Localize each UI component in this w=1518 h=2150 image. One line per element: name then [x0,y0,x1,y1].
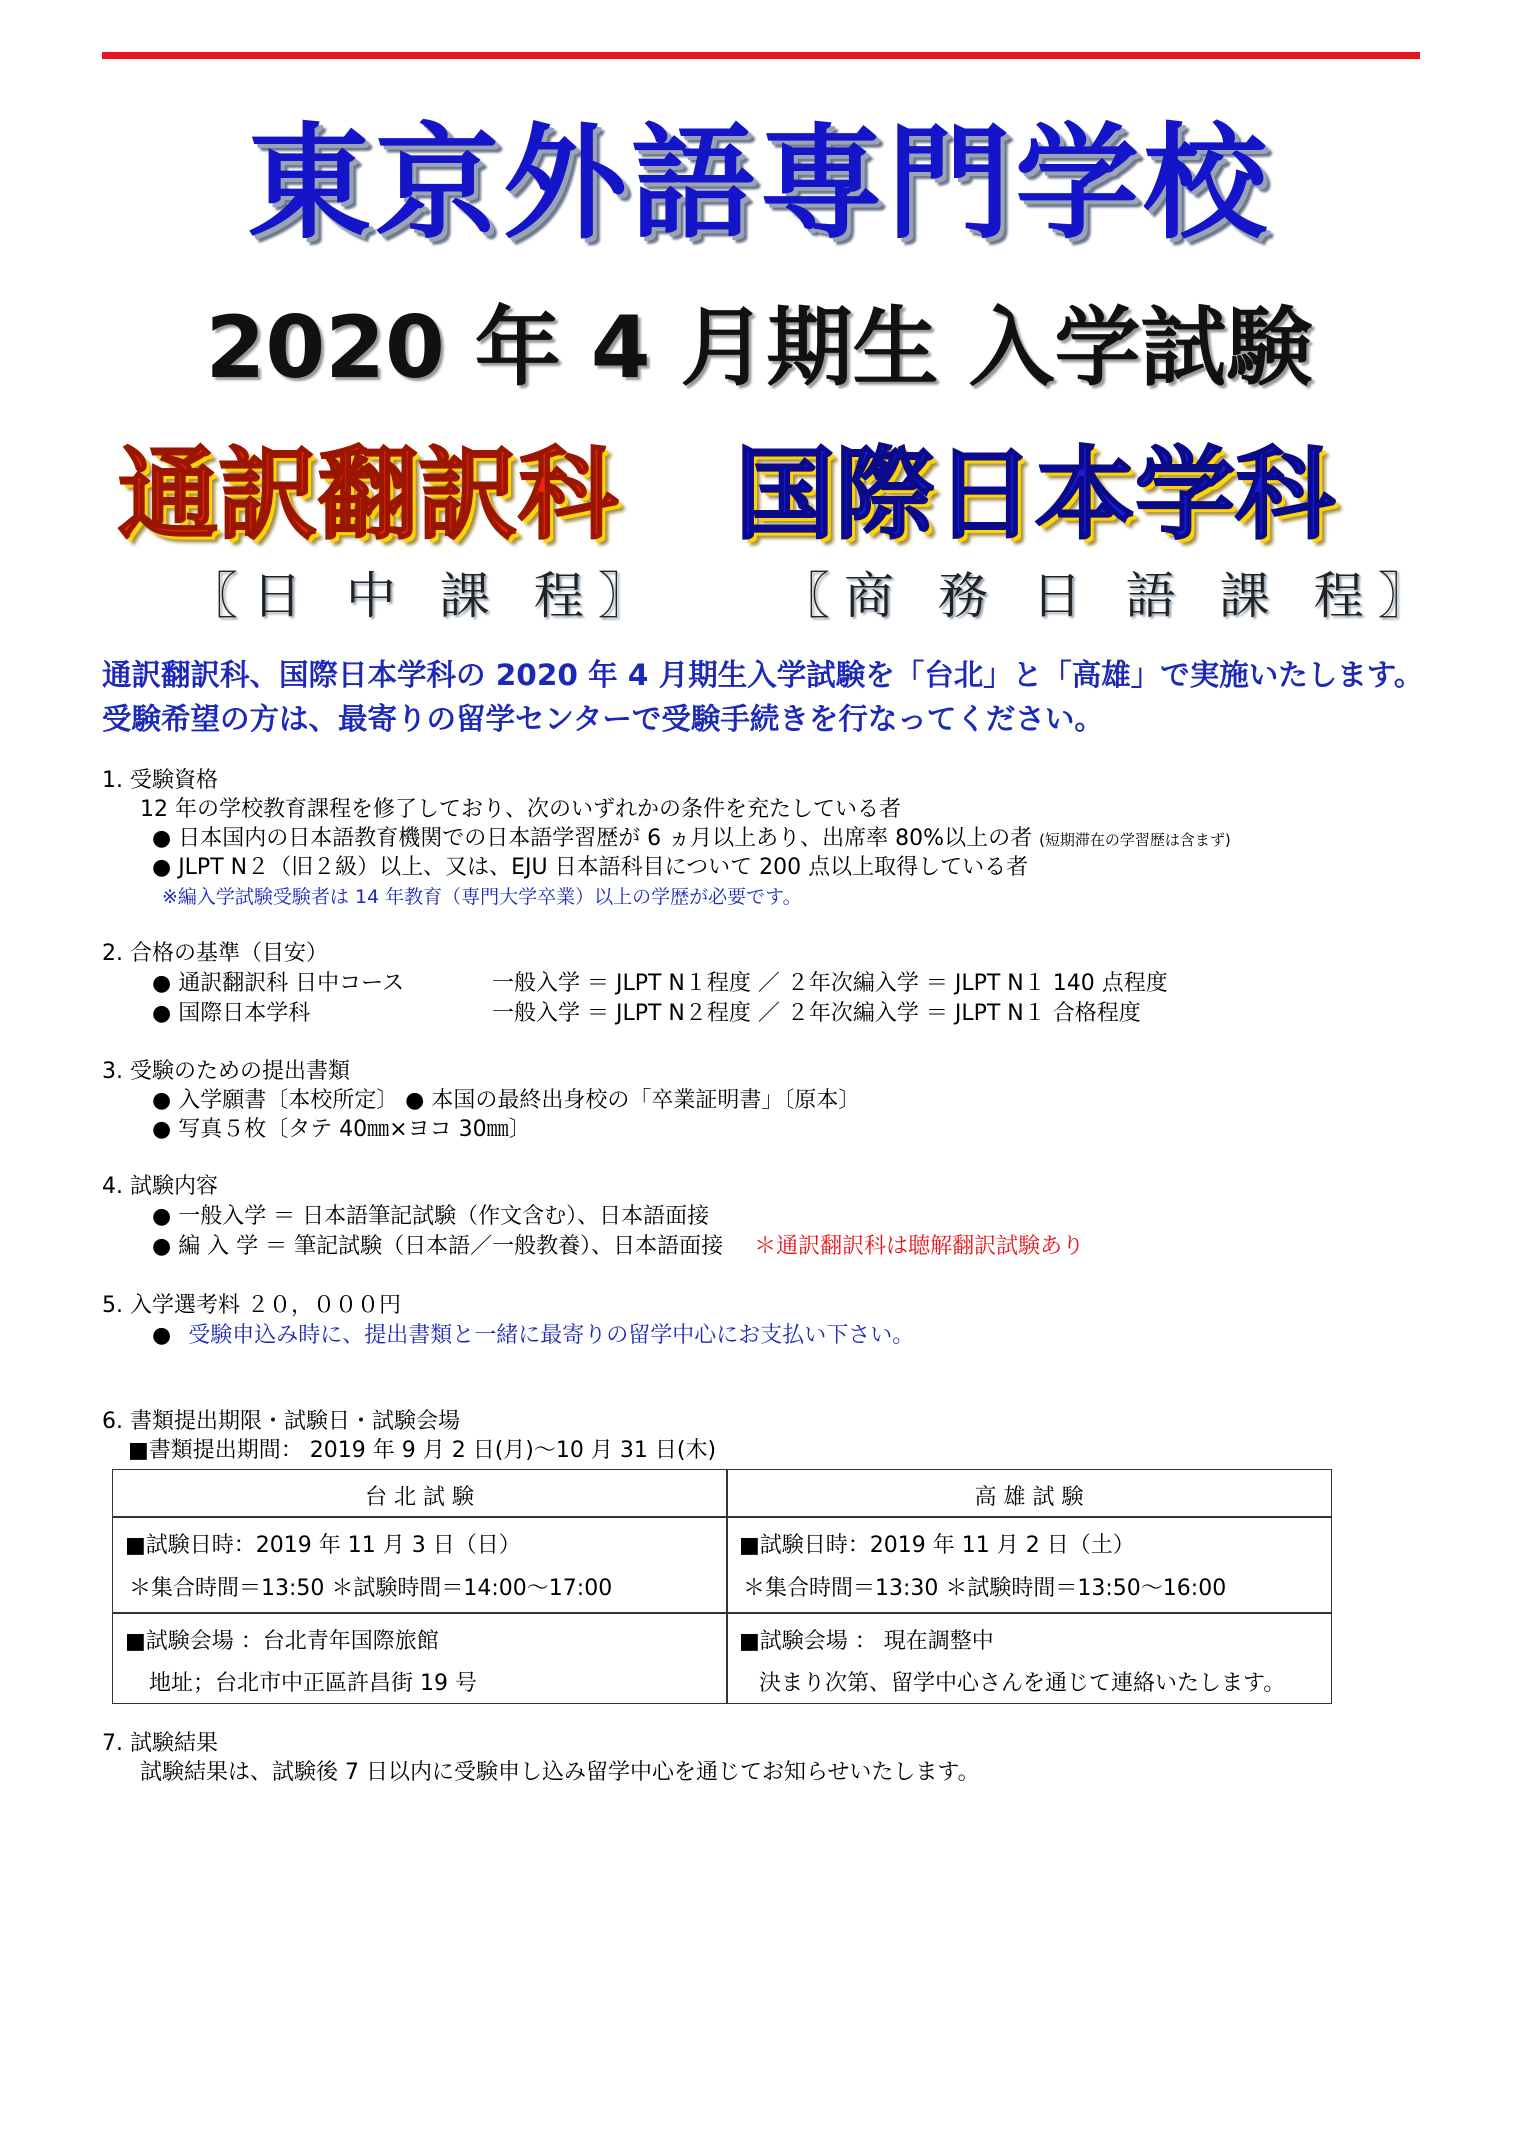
department-interpretation-translation: 通訳翻訳科 [118,436,618,553]
section-4-item-2-note: ＊通訳翻訳科は聴解翻訳試験あり [754,1234,1085,1259]
kaohsiung-exam-address: 決まり次第、留学中心さんを通じて連絡いたします。 [759,1671,1286,1696]
section-2-row-2-name: ● 国際日本学科 [152,1001,311,1026]
taipei-exam-address: 地址；台北市中正區許昌街 19 号 [149,1671,477,1696]
kaohsiung-exam-time: ＊集合時間＝13:30 ＊試験時間＝13:50～16:00 [743,1576,1227,1601]
section-1-note: ※編入学試験受験者は 14 年教育（専門大学卒業）以上の学歴が必要です。 [162,886,802,908]
section-1-bullet-1 [152,825,1231,854]
section-5-heading: 5. 入学選考料 ２０，０００円 [102,1293,401,1318]
taipei-exam-venue: ■試験会場 ：台北青年国際旅館 [125,1629,439,1654]
kaohsiung-exam-date: ■試験日時：2019 年 11 月 2 日（土） [739,1533,1135,1558]
section-6-heading: 6. 書類提出期限・試験日・試験会場 [102,1409,460,1434]
section-5-item-1-text: 受験申込み時に、提出書類と一緒に最寄りの留学中心にお支払い下さい。 [188,1323,915,1348]
section-4-item-1: ● 一般入学 ＝ 日本語筆記試験（作文含む）、日本語面接 [152,1204,710,1229]
section-4-item-2-text: ● 編 入 学 ＝ 筆記試験（日本語／一般教養）、日本語面接 [152,1234,724,1259]
course-business-japanese: 〖商 務 日 語 課 程〗 [780,567,1442,625]
taipei-exam-time: ＊集合時間＝13:50 ＊試験時間＝14:00～17:00 [129,1576,613,1601]
top-red-rule [102,52,1420,59]
section-2-row-2-criteria: 一般入学 ＝ JLPT N２程度 ／ ２年次編入学 ＝ JLPT N１ 合格程度 [492,1001,1141,1026]
section-3-heading: 3. 受験のための提出書類 [102,1059,350,1084]
table-header-kaohsiung: 高 雄 試 験 [974,1485,1084,1510]
table-header-divider [113,1516,1331,1518]
bullet-1-text: ● 日本国内の日本語教育機関での日本語学習歴が 6 ヵ月以上あり、出席率 80%以上の者 [152,826,1033,851]
exam-title: 2020 年 4 月期生 入学試験 [205,298,1313,398]
section-1-bullet-2: ● JLPT N２（旧２級）以上、又は、EJU 日本語科目について 200 点以上取得している者 [152,855,1029,880]
section-4-item-2 [152,1233,1084,1261]
section-1-body: 12 年の学校教育課程を修了しており、次のいずれかの条件を充たしている者 [140,797,901,822]
section-7-body: 試験結果は、試験後 7 日以内に受験申し込み留学中心を通じてお知らせいたします。 [140,1760,980,1785]
exam-schedule-table [112,1469,1332,1704]
intro-line-1: 通訳翻訳科、国際日本学科の 2020 年 4 月期生入学試験を「台北」と「高雄」で実施いたします。 [102,658,1424,692]
section-2-row-1-name: ● 通訳翻訳科 日中コース [152,971,405,996]
department-international-japanese: 国際日本学科 [735,436,1335,553]
section-1-heading: 1. 受験資格 [102,768,218,793]
table-row-divider [113,1612,1331,1614]
section-6-period: ■書類提出期間： 2019 年 9 月 2 日(月)～10 月 31 日(木) [128,1438,717,1463]
kaohsiung-exam-venue: ■試験会場 ： 現在調整中 [739,1629,994,1654]
bullet-icon: ● [152,1323,172,1348]
section-5-item-1 [152,1322,914,1350]
intro-line-2: 受験希望の方は、最寄りの留学センターで受験手続きを行なってください。 [102,702,1104,736]
section-2-heading: 2. 合格の基準（目安） [102,941,328,966]
section-4-heading: 4. 試験内容 [102,1174,218,1199]
section-3-item-1: ● 入学願書〔本校所定〕 ● 本国の最終出身校の「卒業証明書」〔原本〕 [152,1088,861,1113]
school-name: 東京外語専門学校 [246,112,1271,256]
table-header-taipei: 台 北 試 験 [365,1485,474,1510]
taipei-exam-date: ■試験日時：2019 年 11 月 3 日（日） [125,1533,521,1558]
course-japanese-chinese: 〖日 中 課 程〗 [188,567,662,625]
section-7-heading: 7. 試験結果 [102,1731,218,1756]
bullet-1-note: (短期滞在の学習歴は含まず) [1039,831,1231,849]
section-2-row-1-criteria: 一般入学 ＝ JLPT N１程度 ／ ２年次編入学 ＝ JLPT N１ 140 点程度 [492,971,1168,996]
section-3-item-2: ● 写真５枚〔タテ 40㎜×ヨコ 30㎜〕 [152,1117,531,1142]
